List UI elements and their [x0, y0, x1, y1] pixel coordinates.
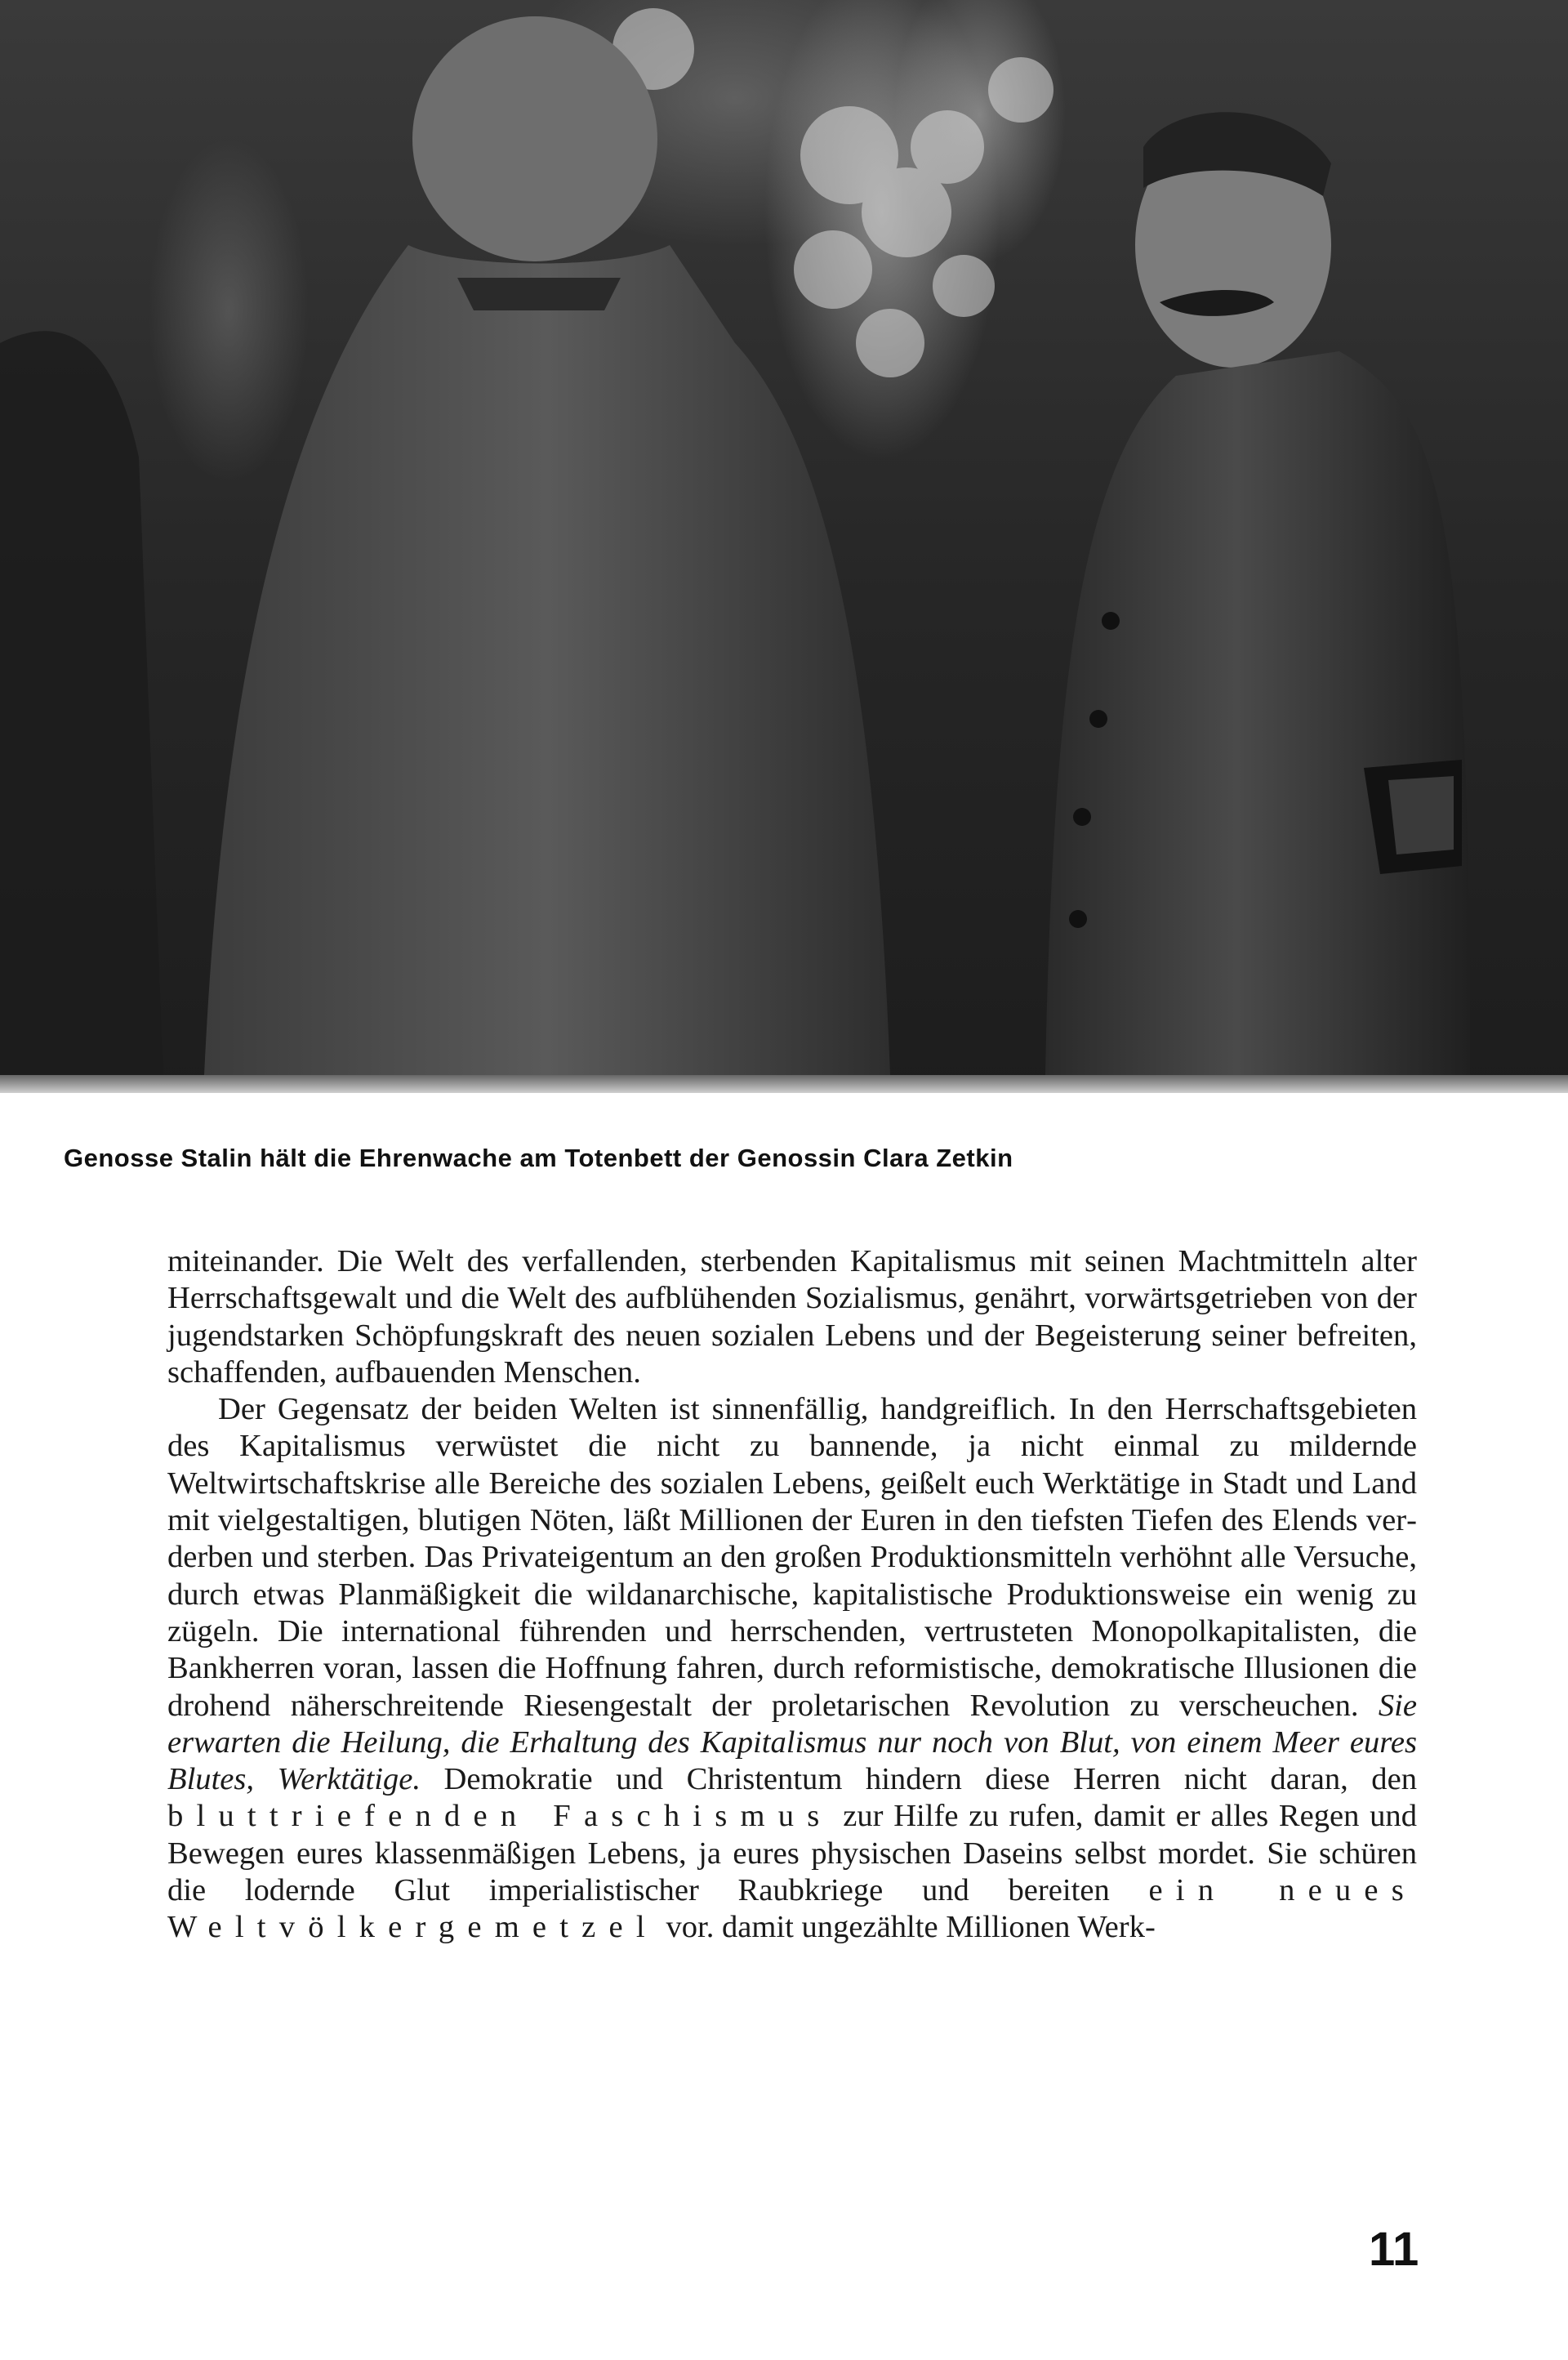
paragraph-2-part-1: Der Gegensatz der beiden Welten ist sinnenfällig, handgreiflich. In den Herrschaftsgebieten des Kapitalismus verwüstet die nicht zu bannende, ja nicht einmal zu mildernde Weltwirtschaftskrise alle Bereiche des sozialen Lebens, geißelt euch Werktätige in Stadt und Land mit vielgestaltigen, blutigen Nöten, läßt Millionen der Euren in den tiefsten Tiefen des Elends verderben und sterben. Das Privateigentum an den großen Produktionsmitteln verhöhnt alle Versuche, durch etwas Planmäßigkeit die wildanarchische, kapitalistische Produktionsweise ein wenig zu zügeln. Die international führenden und herrschenden, vertrusteten Monopolkapitalisten, die Bankherren voran, lassen die Hoffnung fahren, durch reformistische, demokratische Illusionen die drohend näherschreitende Riesengestalt der proletarischen Revolution zu verscheuchen.: [167, 1392, 1417, 1723]
page-number: 11: [1369, 2223, 1419, 2276]
paragraph-2-part-2: Demokratie und Christentum hindern diese Herren nicht daran, den: [443, 1762, 1417, 1797]
figure-profile: [1045, 112, 1470, 1075]
paragraph-2-italic: Sie erwarten die Heilung, die Erhaltung des Kapitalismus nur noch von Blut, von einem Meer eures Blutes, Werktätige.: [167, 1688, 1417, 1797]
photo-caption: Genosse Stalin hält die Ehrenwache am Totenbett der Genossin Clara Zetkin: [64, 1144, 1013, 1172]
paragraph-2-part-3: zur Hilfe zu rufen, damit er alles Regen und Bewegen eures klassenmäßigen Lebens, ja eures physischen Daseins selbst mordet. Sie schüren die lodernde Glut imperialistischer Raubkriege und bereiten: [167, 1799, 1417, 1908]
photo-scene: [0, 0, 1568, 1093]
paragraph-2-part-4: vor. damit ungezählte Millionen Werk-: [666, 1910, 1156, 1945]
paragraph-1: miteinander. Die Welt des verfallenden, sterbenden Kapitalismus mit seinen Machtmitteln alter Herrschaftsgewalt und die Welt des aufblühenden Sozialismus, genährt, vorwärtsgetrieben von der jugendstarken Schöpfungskraft des neuen sozialen Lebens und der Begeisterung seiner befreiten, schaffenden, aufbauenden Menschen.: [167, 1244, 1417, 1390]
photograph: [0, 0, 1568, 1093]
figure-back-view: [204, 16, 890, 1075]
body-text: [167, 1243, 1417, 1947]
spaced-emphasis-2: ein neues Weltvölkergemetzel: [167, 1873, 1417, 1945]
spaced-emphasis-1: bluttriefenden Faschismus: [167, 1799, 833, 1834]
paragraph-2: [167, 1391, 1417, 1946]
photo-border: [0, 1075, 1568, 1093]
